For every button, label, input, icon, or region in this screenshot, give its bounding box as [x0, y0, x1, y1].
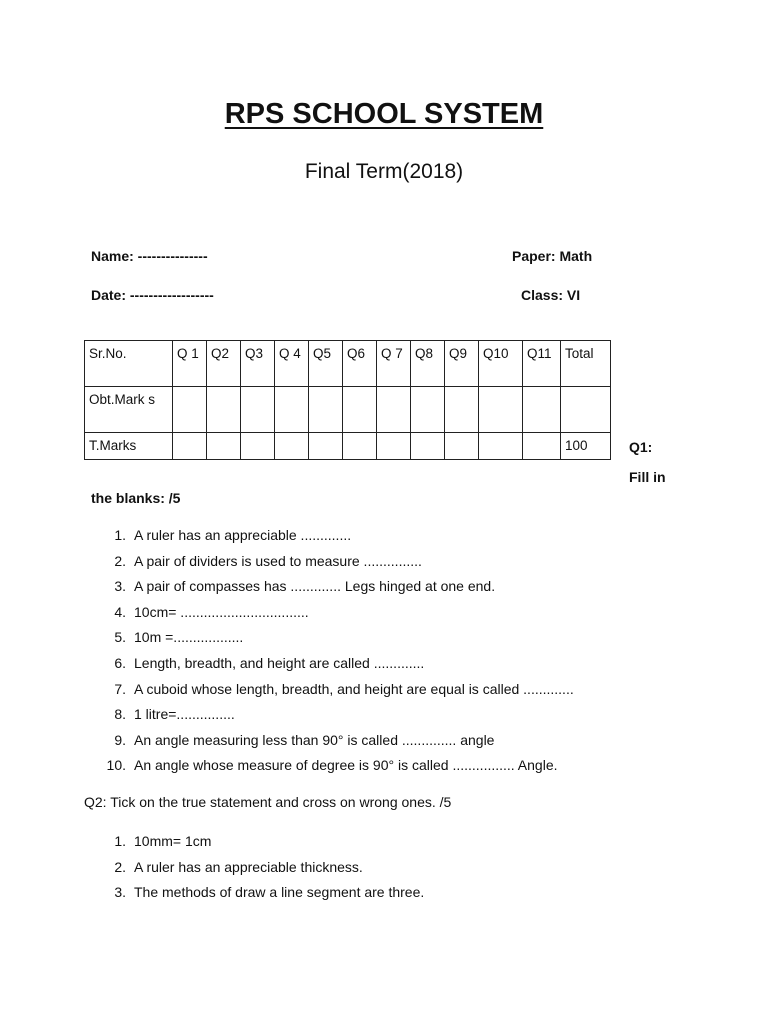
mark-cell	[377, 433, 411, 460]
header-cell: Q 7	[377, 341, 411, 387]
mark-cell	[479, 387, 523, 433]
mark-cell	[523, 387, 561, 433]
list-item: 4. 10cm= .................................	[114, 603, 309, 620]
school-title: RPS SCHOOL SYSTEM	[224, 98, 544, 130]
mark-cell	[173, 433, 207, 460]
header-cell: Sr.No.	[85, 341, 173, 387]
header-cell: Q6	[343, 341, 377, 387]
mark-cell	[377, 387, 411, 433]
mark-cell	[411, 387, 445, 433]
header-cell: Q3	[241, 341, 275, 387]
header-cell: Q2	[207, 341, 241, 387]
mark-cell	[207, 433, 241, 460]
header-row	[85, 341, 611, 387]
mark-cell	[445, 433, 479, 460]
list-item: 8. 1 litre=...............	[114, 706, 235, 723]
marks-table	[84, 340, 611, 460]
header-cell: Total	[561, 341, 611, 387]
mark-cell	[561, 387, 611, 433]
list-item: 9. An angle measuring less than 90° is called .............. angle	[114, 731, 495, 748]
total-marks-row	[85, 433, 611, 460]
header-cell: Q11	[523, 341, 561, 387]
header-cell: Q10	[479, 341, 523, 387]
mark-cell	[207, 387, 241, 433]
obtained-marks-row	[85, 387, 611, 433]
header-cell: Q 4	[275, 341, 309, 387]
mark-cell	[173, 387, 207, 433]
row-label: T.Marks	[85, 433, 173, 460]
name-field: Name: ---------------	[91, 248, 208, 264]
mark-cell	[309, 433, 343, 460]
q1-number: Q1:	[629, 439, 653, 455]
total-marks-value: 100	[561, 433, 611, 460]
list-item: 3. The methods of draw a line segment are three.	[114, 884, 425, 901]
q2-list	[100, 829, 424, 906]
header-cell: Q 1	[173, 341, 207, 387]
mark-cell	[523, 433, 561, 460]
mark-cell	[275, 433, 309, 460]
mark-cell	[479, 433, 523, 460]
date-field: Date: ------------------	[91, 287, 214, 303]
header-cell: Q5	[309, 341, 343, 387]
q2-heading: Q2: Tick on the true statement and cross on wrong ones. /5	[84, 794, 452, 810]
header-cell: Q9	[445, 341, 479, 387]
list-item: 1. A ruler has an appreciable .............	[114, 527, 352, 543]
list-item: 3. A pair of compasses has ............. Legs hinged at one end.	[114, 578, 496, 595]
q1-list	[100, 523, 574, 779]
list-item: 2. A pair of dividers is used to measure ...............	[114, 552, 422, 569]
mark-cell	[411, 433, 445, 460]
q1-side-label	[629, 432, 666, 492]
list-item: 6. Length, breadth, and height are called .............	[114, 654, 425, 671]
mark-cell	[275, 387, 309, 433]
mark-cell	[343, 387, 377, 433]
mark-cell	[309, 387, 343, 433]
list-item: 10. An angle whose measure of degree is 90° is called ................ Angle.	[106, 757, 558, 774]
mark-cell	[445, 387, 479, 433]
paper-field: Paper: Math	[512, 248, 593, 264]
class-field: Class: VI	[521, 287, 581, 303]
header-cell: Q8	[411, 341, 445, 387]
list-item: 1. 10mm= 1cm	[114, 833, 212, 849]
list-item: 7. A cuboid whose length, breadth, and height are equal is called .............	[114, 680, 574, 697]
list-item: 2. A ruler has an appreciable thickness.	[114, 858, 363, 875]
exam-term: Final Term(2018)	[304, 160, 464, 183]
mark-cell	[241, 433, 275, 460]
q1-side-text: Fill in	[629, 469, 666, 485]
mark-cell	[241, 387, 275, 433]
q1-heading: the blanks: /5	[91, 490, 181, 506]
row-label: Obt.Mark s	[85, 387, 173, 433]
mark-cell	[343, 433, 377, 460]
list-item: 5. 10m =..................	[114, 629, 244, 646]
